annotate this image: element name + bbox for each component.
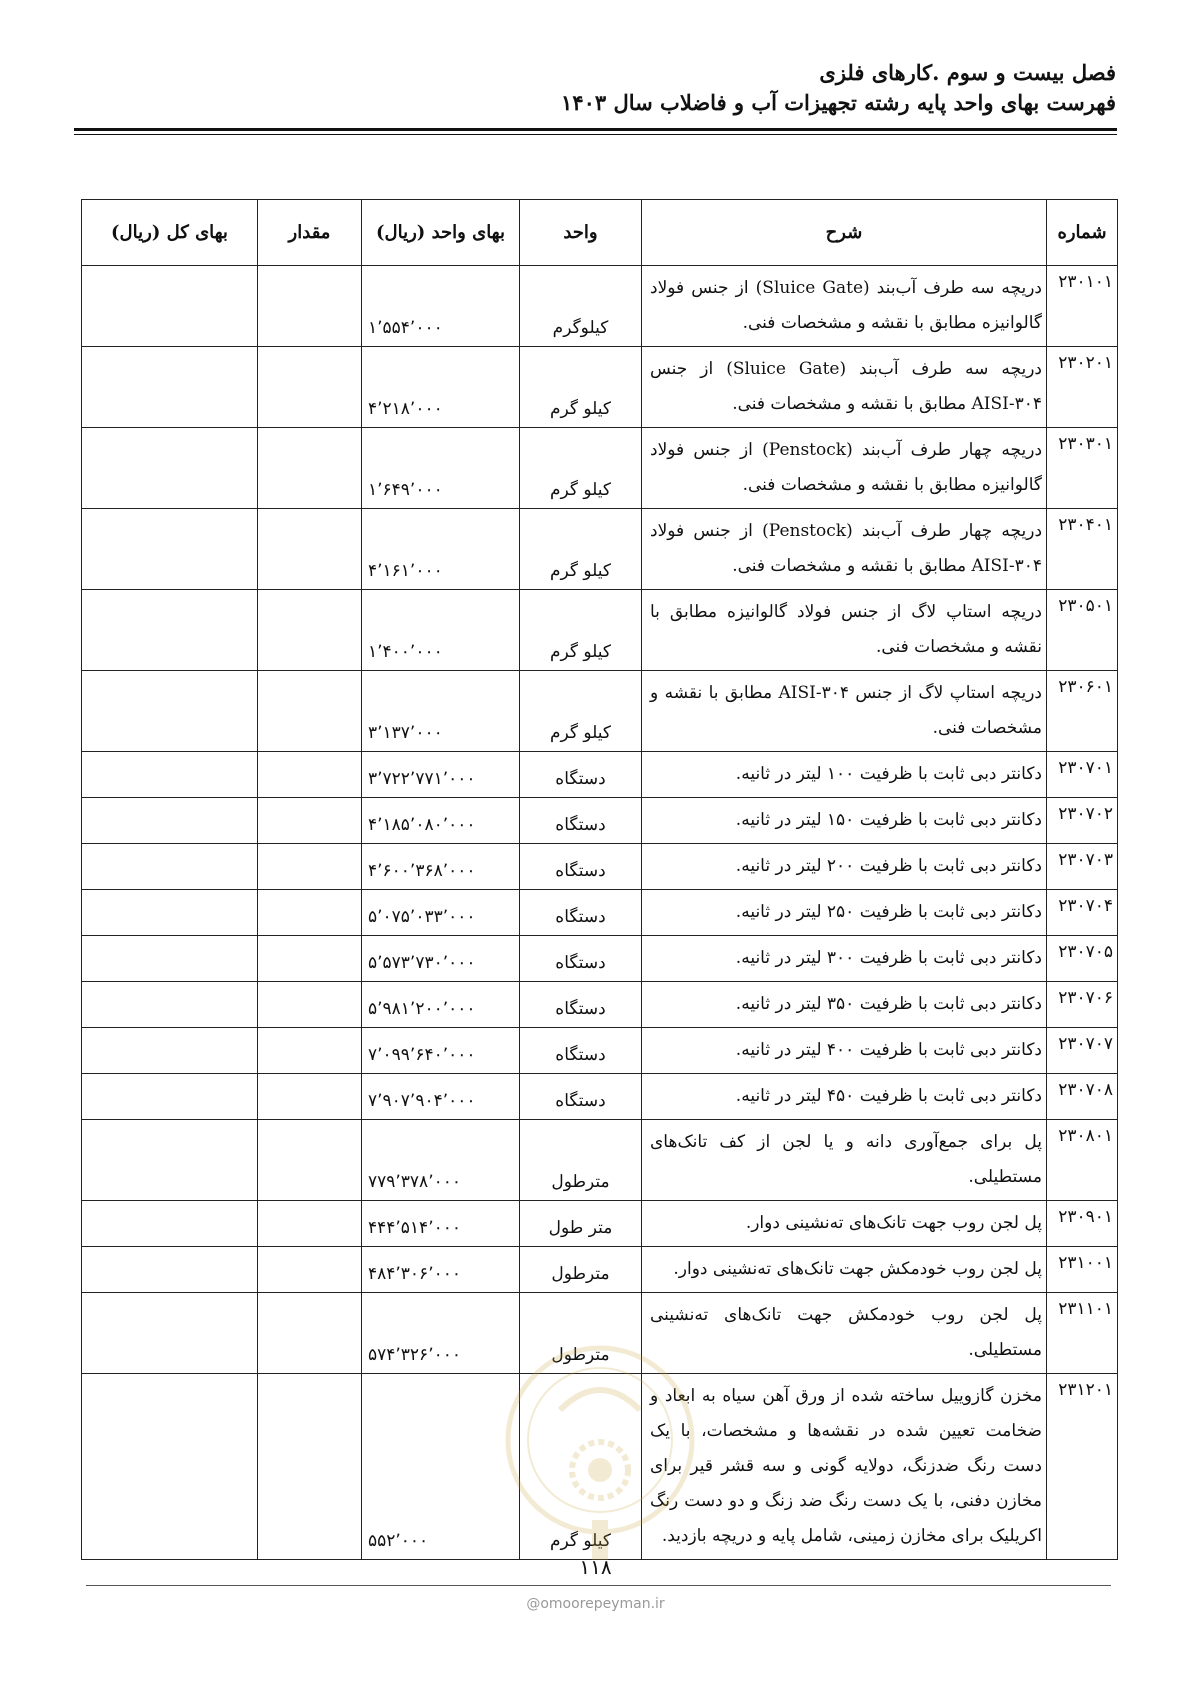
row-total-price xyxy=(82,1028,258,1074)
row-unit: دستگاه xyxy=(520,1074,642,1120)
row-quantity xyxy=(258,1028,362,1074)
footer-rule xyxy=(86,1585,1111,1586)
row-unit: مترطول xyxy=(520,1293,642,1374)
row-description: دکانتر دبی ثابت با ظرفیت ۴۰۰ لیتر در ثانیه. xyxy=(642,1028,1047,1074)
row-description: دریچه چهار طرف آب‌بند (Penstock) از جنس فولاد AISI-۳۰۴ مطابق با نقشه و مشخصات فنی. xyxy=(642,509,1047,590)
table-row xyxy=(82,1247,1118,1293)
row-unit: دستگاه xyxy=(520,1028,642,1074)
row-quantity xyxy=(258,1074,362,1120)
row-description: دریچه استاپ لاگ از جنس فولاد گالوانیزه مطابق با نقشه و مشخصات فنی. xyxy=(642,590,1047,671)
header-rule-thin xyxy=(74,134,1117,135)
table-row xyxy=(82,1201,1118,1247)
row-total-price xyxy=(82,1247,258,1293)
row-total-price xyxy=(82,347,258,428)
row-unit-price: ۷۷۹٬۳۷۸٬۰۰۰ xyxy=(362,1120,520,1201)
row-quantity xyxy=(258,1293,362,1374)
table-row xyxy=(82,266,1118,347)
row-unit: کیلو گرم xyxy=(520,428,642,509)
row-description: پل لجن روب جهت تانک‌های ته‌نشینی دوار. xyxy=(642,1201,1047,1247)
row-description: دکانتر دبی ثابت با ظرفیت ۲۵۰ لیتر در ثانیه. xyxy=(642,890,1047,936)
row-code: ۲۳۱۲۰۱ xyxy=(1047,1374,1118,1560)
row-quantity xyxy=(258,798,362,844)
row-unit-price: ۷٬۹۰۷٬۹۰۴٬۰۰۰ xyxy=(362,1074,520,1120)
row-unit: کیلو گرم xyxy=(520,347,642,428)
row-code: ۲۳۰۳۰۱ xyxy=(1047,428,1118,509)
table-row xyxy=(82,890,1118,936)
row-total-price xyxy=(82,428,258,509)
row-description: پل برای جمع‌آوری دانه و یا لجن از کف تانک‌های مستطیلی. xyxy=(642,1120,1047,1201)
row-code: ۲۳۰۷۰۲ xyxy=(1047,798,1118,844)
row-description: دریچه استاپ لاگ از جنس AISI-۳۰۴ مطابق با نقشه و مشخصات فنی. xyxy=(642,671,1047,752)
row-unit-price: ۷٬۰۹۹٬۶۴۰٬۰۰۰ xyxy=(362,1028,520,1074)
table-row xyxy=(82,982,1118,1028)
row-unit: دستگاه xyxy=(520,890,642,936)
row-unit: دستگاه xyxy=(520,982,642,1028)
row-total-price xyxy=(82,266,258,347)
row-total-price xyxy=(82,509,258,590)
table-row xyxy=(82,1120,1118,1201)
row-unit: کیلو گرم xyxy=(520,1374,642,1560)
row-code: ۲۳۰۷۰۸ xyxy=(1047,1074,1118,1120)
row-code: ۲۳۰۶۰۱ xyxy=(1047,671,1118,752)
row-description: دکانتر دبی ثابت با ظرفیت ۳۰۰ لیتر در ثانیه. xyxy=(642,936,1047,982)
row-code: ۲۳۰۵۰۱ xyxy=(1047,590,1118,671)
row-total-price xyxy=(82,936,258,982)
row-unit-price: ۱٬۴۰۰٬۰۰۰ xyxy=(362,590,520,671)
table-row xyxy=(82,752,1118,798)
row-description: دکانتر دبی ثابت با ظرفیت ۱۵۰ لیتر در ثانیه. xyxy=(642,798,1047,844)
row-description: دکانتر دبی ثابت با ظرفیت ۳۵۰ لیتر در ثانیه. xyxy=(642,982,1047,1028)
row-unit-price: ۱٬۶۴۹٬۰۰۰ xyxy=(362,428,520,509)
row-code: ۲۳۱۱۰۱ xyxy=(1047,1293,1118,1374)
page-header xyxy=(66,58,1116,118)
col-header-qty: مقدار xyxy=(258,200,362,266)
row-unit-price: ۵٬۰۷۵٬۰۳۳٬۰۰۰ xyxy=(362,890,520,936)
row-total-price xyxy=(82,798,258,844)
row-unit: مترطول xyxy=(520,1120,642,1201)
row-code: ۲۳۰۷۰۷ xyxy=(1047,1028,1118,1074)
row-quantity xyxy=(258,936,362,982)
table-row xyxy=(82,347,1118,428)
table-header-row xyxy=(82,200,1118,266)
website-link[interactable]: @omoorepeyman.ir xyxy=(526,1596,665,1612)
table-row xyxy=(82,1028,1118,1074)
table-row xyxy=(82,671,1118,752)
row-total-price xyxy=(82,671,258,752)
row-quantity xyxy=(258,890,362,936)
row-quantity xyxy=(258,844,362,890)
row-quantity xyxy=(258,752,362,798)
table-row xyxy=(82,936,1118,982)
row-code: ۲۳۰۷۰۳ xyxy=(1047,844,1118,890)
col-header-desc: شرح xyxy=(642,200,1047,266)
header-rule-thick xyxy=(74,128,1117,131)
row-code: ۲۳۰۷۰۴ xyxy=(1047,890,1118,936)
row-quantity xyxy=(258,347,362,428)
row-unit-price: ۴۴۴٬۵۱۴٬۰۰۰ xyxy=(362,1201,520,1247)
document-title: فهرست بهای واحد پایه رشته تجهیزات آب و فاضلاب سال ۱۴۰۳ xyxy=(561,90,1116,115)
row-total-price xyxy=(82,982,258,1028)
row-quantity xyxy=(258,671,362,752)
row-unit: کیلو گرم xyxy=(520,509,642,590)
table-row xyxy=(82,1074,1118,1120)
row-code: ۲۳۱۰۰۱ xyxy=(1047,1247,1118,1293)
row-code: ۲۳۰۱۰۱ xyxy=(1047,266,1118,347)
row-quantity xyxy=(258,509,362,590)
row-unit-price: ۴۸۴٬۳۰۶٬۰۰۰ xyxy=(362,1247,520,1293)
row-unit: دستگاه xyxy=(520,844,642,890)
row-description: دکانتر دبی ثابت با ظرفیت ۱۰۰ لیتر در ثانیه. xyxy=(642,752,1047,798)
row-unit-price: ۳٬۱۳۷٬۰۰۰ xyxy=(362,671,520,752)
row-total-price xyxy=(82,1374,258,1560)
row-unit: کیلو گرم xyxy=(520,671,642,752)
row-unit: کیلو گرم xyxy=(520,590,642,671)
col-header-total: بهای کل (ریال) xyxy=(82,200,258,266)
row-unit-price: ۱٬۵۵۴٬۰۰۰ xyxy=(362,266,520,347)
row-quantity xyxy=(258,1247,362,1293)
col-header-unit-price: بهای واحد (ریال) xyxy=(362,200,520,266)
publisher-seal-watermark xyxy=(500,1320,700,1580)
row-total-price xyxy=(82,1293,258,1374)
chapter-title: فصل بیست و سوم .کارهای فلزی xyxy=(819,60,1116,85)
row-total-price xyxy=(82,1074,258,1120)
row-unit: مترطول xyxy=(520,1247,642,1293)
row-total-price xyxy=(82,844,258,890)
row-unit-price: ۵٬۵۷۳٬۷۳۰٬۰۰۰ xyxy=(362,936,520,982)
table-row xyxy=(82,428,1118,509)
row-quantity xyxy=(258,1120,362,1201)
row-unit-price: ۴٬۱۸۵٬۰۸۰٬۰۰۰ xyxy=(362,798,520,844)
row-total-price xyxy=(82,890,258,936)
row-unit-price: ۴٬۲۱۸٬۰۰۰ xyxy=(362,347,520,428)
table-row xyxy=(82,590,1118,671)
row-total-price xyxy=(82,752,258,798)
row-unit-price: ۵۷۴٬۳۲۶٬۰۰۰ xyxy=(362,1293,520,1374)
row-code: ۲۳۰۴۰۱ xyxy=(1047,509,1118,590)
row-code: ۲۳۰۷۰۶ xyxy=(1047,982,1118,1028)
row-unit-price: ۳٬۷۲۲٬۷۷۱٬۰۰۰ xyxy=(362,752,520,798)
row-description: دکانتر دبی ثابت با ظرفیت ۲۰۰ لیتر در ثانیه. xyxy=(642,844,1047,890)
row-quantity xyxy=(258,982,362,1028)
row-code: ۲۳۰۷۰۵ xyxy=(1047,936,1118,982)
row-total-price xyxy=(82,1201,258,1247)
row-code: ۲۳۰۸۰۱ xyxy=(1047,1120,1118,1201)
table-row xyxy=(82,798,1118,844)
row-description: پل لجن روب خودمکش جهت تانک‌های ته‌نشینی مستطیلی. xyxy=(642,1293,1047,1374)
row-description: مخزن گازوییل ساخته شده از ورق آهن سیاه به ابعاد و ضخامت تعیین شده در نقشه‌ها و مشخصات، با یک دست رنگ ضدزنگ، دولایه گونی و سه قشر قیر برای مخازن دفنی، با یک دست رنگ ضد زنگ و دو دست رنگ اکریلیک برای مخازن زمینی، شامل پایه و دریچه بازدید. xyxy=(642,1374,1047,1560)
row-code: ۲۳۰۷۰۱ xyxy=(1047,752,1118,798)
row-unit-price: ۴٬۶۰۰٬۳۶۸٬۰۰۰ xyxy=(362,844,520,890)
row-unit: متر طول xyxy=(520,1201,642,1247)
row-unit: دستگاه xyxy=(520,752,642,798)
row-unit: کیلوگرم xyxy=(520,266,642,347)
row-quantity xyxy=(258,590,362,671)
page-number: ۱۱۸ xyxy=(579,1555,612,1579)
table-row xyxy=(82,509,1118,590)
row-description: دریچه سه طرف آب‌بند (Sluice Gate) از جنس AISI-۳۰۴ مطابق با نقشه و مشخصات فنی. xyxy=(642,347,1047,428)
row-unit: دستگاه xyxy=(520,798,642,844)
row-description: دریچه سه طرف آب‌بند (Sluice Gate) از جنس فولاد گالوانیزه مطابق با نقشه و مشخصات فنی. xyxy=(642,266,1047,347)
row-code: ۲۳۰۲۰۱ xyxy=(1047,347,1118,428)
row-description: دکانتر دبی ثابت با ظرفیت ۴۵۰ لیتر در ثانیه. xyxy=(642,1074,1047,1120)
row-total-price xyxy=(82,1120,258,1201)
row-unit: دستگاه xyxy=(520,936,642,982)
row-code: ۲۳۰۹۰۱ xyxy=(1047,1201,1118,1247)
row-description: دریچه چهار طرف آب‌بند (Penstock) از جنس فولاد گالوانیزه مطابق با نقشه و مشخصات فنی. xyxy=(642,428,1047,509)
row-quantity xyxy=(258,266,362,347)
row-unit-price: ۴٬۱۶۱٬۰۰۰ xyxy=(362,509,520,590)
row-total-price xyxy=(82,590,258,671)
col-header-unit: واحد xyxy=(520,200,642,266)
row-quantity xyxy=(258,428,362,509)
row-unit-price: ۵۵۲٬۰۰۰ xyxy=(362,1374,520,1560)
table-row xyxy=(82,844,1118,890)
row-description: پل لجن روب خودمکش جهت تانک‌های ته‌نشینی دوار. xyxy=(642,1247,1047,1293)
col-header-code: شماره xyxy=(1047,200,1118,266)
row-quantity xyxy=(258,1374,362,1560)
row-unit-price: ۵٬۹۸۱٬۲۰۰٬۰۰۰ xyxy=(362,982,520,1028)
row-quantity xyxy=(258,1201,362,1247)
